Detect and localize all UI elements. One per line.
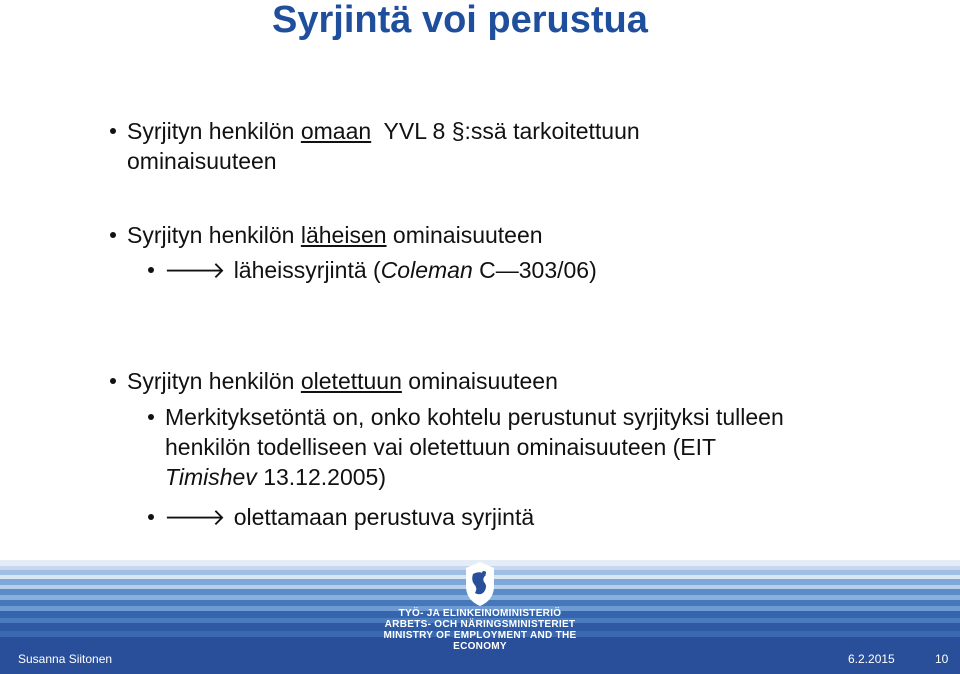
ministry-name-fi: TYÖ- JA ELINKEINOMINISTERIÖ <box>398 608 562 619</box>
sub-bullet-text-pre: läheissyrjintä ( <box>233 257 381 283</box>
bullet-text-post: ominaisuuteen <box>401 368 558 394</box>
ministry-name-en: MINISTRY OF EMPLOYMENT AND THE ECONOMY <box>383 630 577 652</box>
case-ref: 13.12.2005) <box>256 464 386 490</box>
bullet-text-underlined: läheisen <box>300 222 387 248</box>
bullet-dot <box>148 267 154 273</box>
bullet-dot <box>110 378 116 384</box>
sub-bullet-line3 <box>165 462 386 492</box>
bullet-own-characteristic <box>110 116 640 146</box>
bullet-text-post: ominaisuuteen <box>386 222 543 248</box>
footer-band <box>0 560 960 674</box>
bullet-dot <box>148 414 154 420</box>
ministry-name-sv: ARBETS- OCH NÄRINGSMINISTERIET <box>384 619 576 630</box>
sub-bullet-line1: Merkityksetöntä on, onko kohtelu perustunut syrjityksi tulleen <box>165 404 784 430</box>
case-name: Coleman <box>380 257 473 283</box>
bullet-own-characteristic-line2: ominaisuuteen <box>127 148 277 174</box>
ministry-logo-text <box>360 608 600 652</box>
sub-bullet-irrelevance <box>148 402 784 432</box>
sub-bullet-text: olettamaan perustuva syrjintä <box>233 504 535 530</box>
bullet-dot <box>110 232 116 238</box>
case-name: Timishev <box>165 464 257 490</box>
bullet-text-pre: Syrjityn henkilön <box>127 118 301 144</box>
bullet-text-pre: Syrjityn henkilön <box>127 222 301 248</box>
sub-bullet-text-post: C—303/06) <box>472 257 597 283</box>
bullet-text-pre: Syrjityn henkilön <box>127 368 301 394</box>
bullet-close-person-characteristic <box>110 220 543 250</box>
arrow-right-icon: 🡒 <box>164 257 226 283</box>
page-number: 10 <box>935 652 949 666</box>
bullet-dot <box>110 128 116 134</box>
bullet-dot <box>148 514 154 520</box>
footer-author: Susanna Siitonen <box>18 652 113 666</box>
slide-title: Syrjintä voi perustua <box>272 0 648 41</box>
bullet-text-underlined: oletettuun <box>300 368 402 394</box>
bullet-assumed-characteristic <box>110 366 558 396</box>
lion-crest-icon <box>460 560 500 608</box>
sub-bullet-associative-discrimination <box>148 255 597 285</box>
bullet-text-post: YVL 8 §:ssä tarkoitettuun <box>371 118 640 144</box>
footer-date: 6.2.2015 <box>848 652 895 666</box>
sub-bullet-line2: henkilön todelliseen vai oletettuun ominaisuuteen (EIT <box>165 434 717 460</box>
bullet-text-underlined: omaan <box>300 118 372 144</box>
sub-bullet-assumption-discrimination <box>148 502 534 532</box>
arrow-right-icon: 🡒 <box>164 504 226 530</box>
